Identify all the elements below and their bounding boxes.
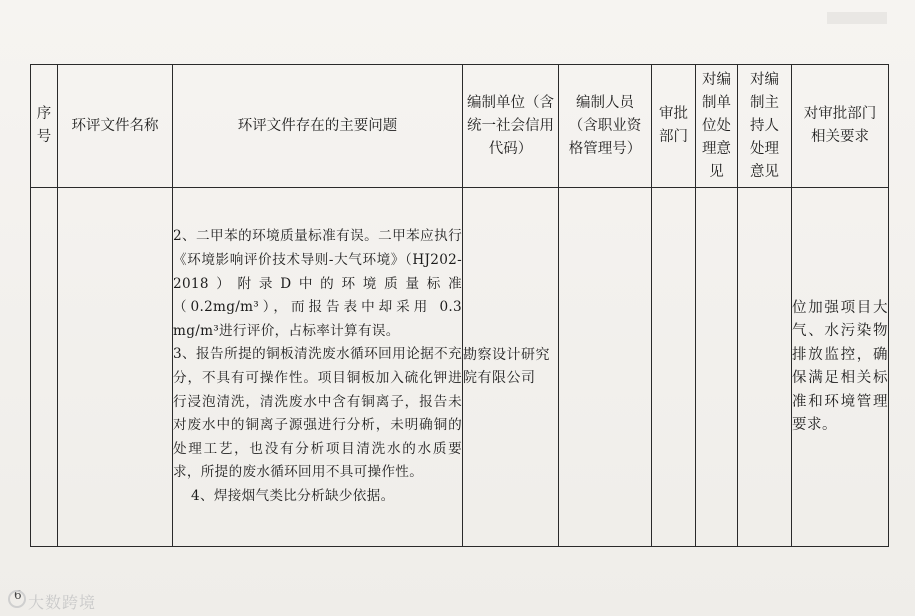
cell-doc-name (58, 188, 173, 547)
problem-item-2: 2、二甲苯的环境质量标准有误。二甲苯应执行《环境影响评价技术导则-大气环境》（HJ202-2018）附录D中的环境质量标准（0.2mg/m³），而报告表中却采用 0.3 mg/m³进行评价，占标率计算有误。 (173, 228, 462, 339)
header-dept-requirement: 对审批部门相关要求 (792, 65, 889, 188)
problem-item-3: 3、报告所提的铜板清洗废水循环回用论据不充分，不具有可操作性。项目铜板加入硫化钾进行浸泡清洗，清洗废水中含有铜离子，报告未对废水中的铜离子源强进行分析，未明确铜的处理工艺，也没有分析项目清洗水的水质要求，所提的废水循环回用不具可操作性。 (173, 346, 462, 481)
header-unit: 编制单位（含统一社会信用代码） (463, 65, 559, 188)
cell-host-opinion (738, 188, 792, 547)
problem-item-4: 4、焊接烟气类比分析缺少依据。 (191, 487, 395, 504)
header-seq: 序号 (31, 65, 58, 188)
watermark-logo-icon (8, 590, 26, 608)
header-personnel: 编制人员（含职业资格管理号） (559, 65, 652, 188)
cell-unit: 勘察设计研究院有限公司 (463, 188, 559, 547)
cell-personnel (559, 188, 652, 547)
cell-problems (173, 188, 463, 547)
table-header-row (31, 65, 889, 188)
header-problems: 环评文件存在的主要问题 (173, 65, 463, 188)
cell-dept-requirement: 位加强项目大气、水污染物排放监控，确保满足相关标准和环境管理要求。 (792, 188, 889, 547)
evaluation-table (30, 64, 889, 547)
header-approval-dept: 审批部门 (652, 65, 696, 188)
page-number: 6 (14, 588, 22, 602)
cell-unit-opinion (696, 188, 738, 547)
watermark-text: 大数跨境 (28, 593, 97, 612)
header-host-opinion: 对编制主持人处理意见 (738, 65, 792, 188)
header-unit-opinion: 对编制单位处理意见 (696, 65, 738, 188)
cell-seq (31, 188, 58, 547)
table-row (31, 188, 889, 547)
header-doc-name: 环评文件名称 (58, 65, 173, 188)
faint-header-mark (827, 12, 887, 24)
cell-approval-dept (652, 188, 696, 547)
